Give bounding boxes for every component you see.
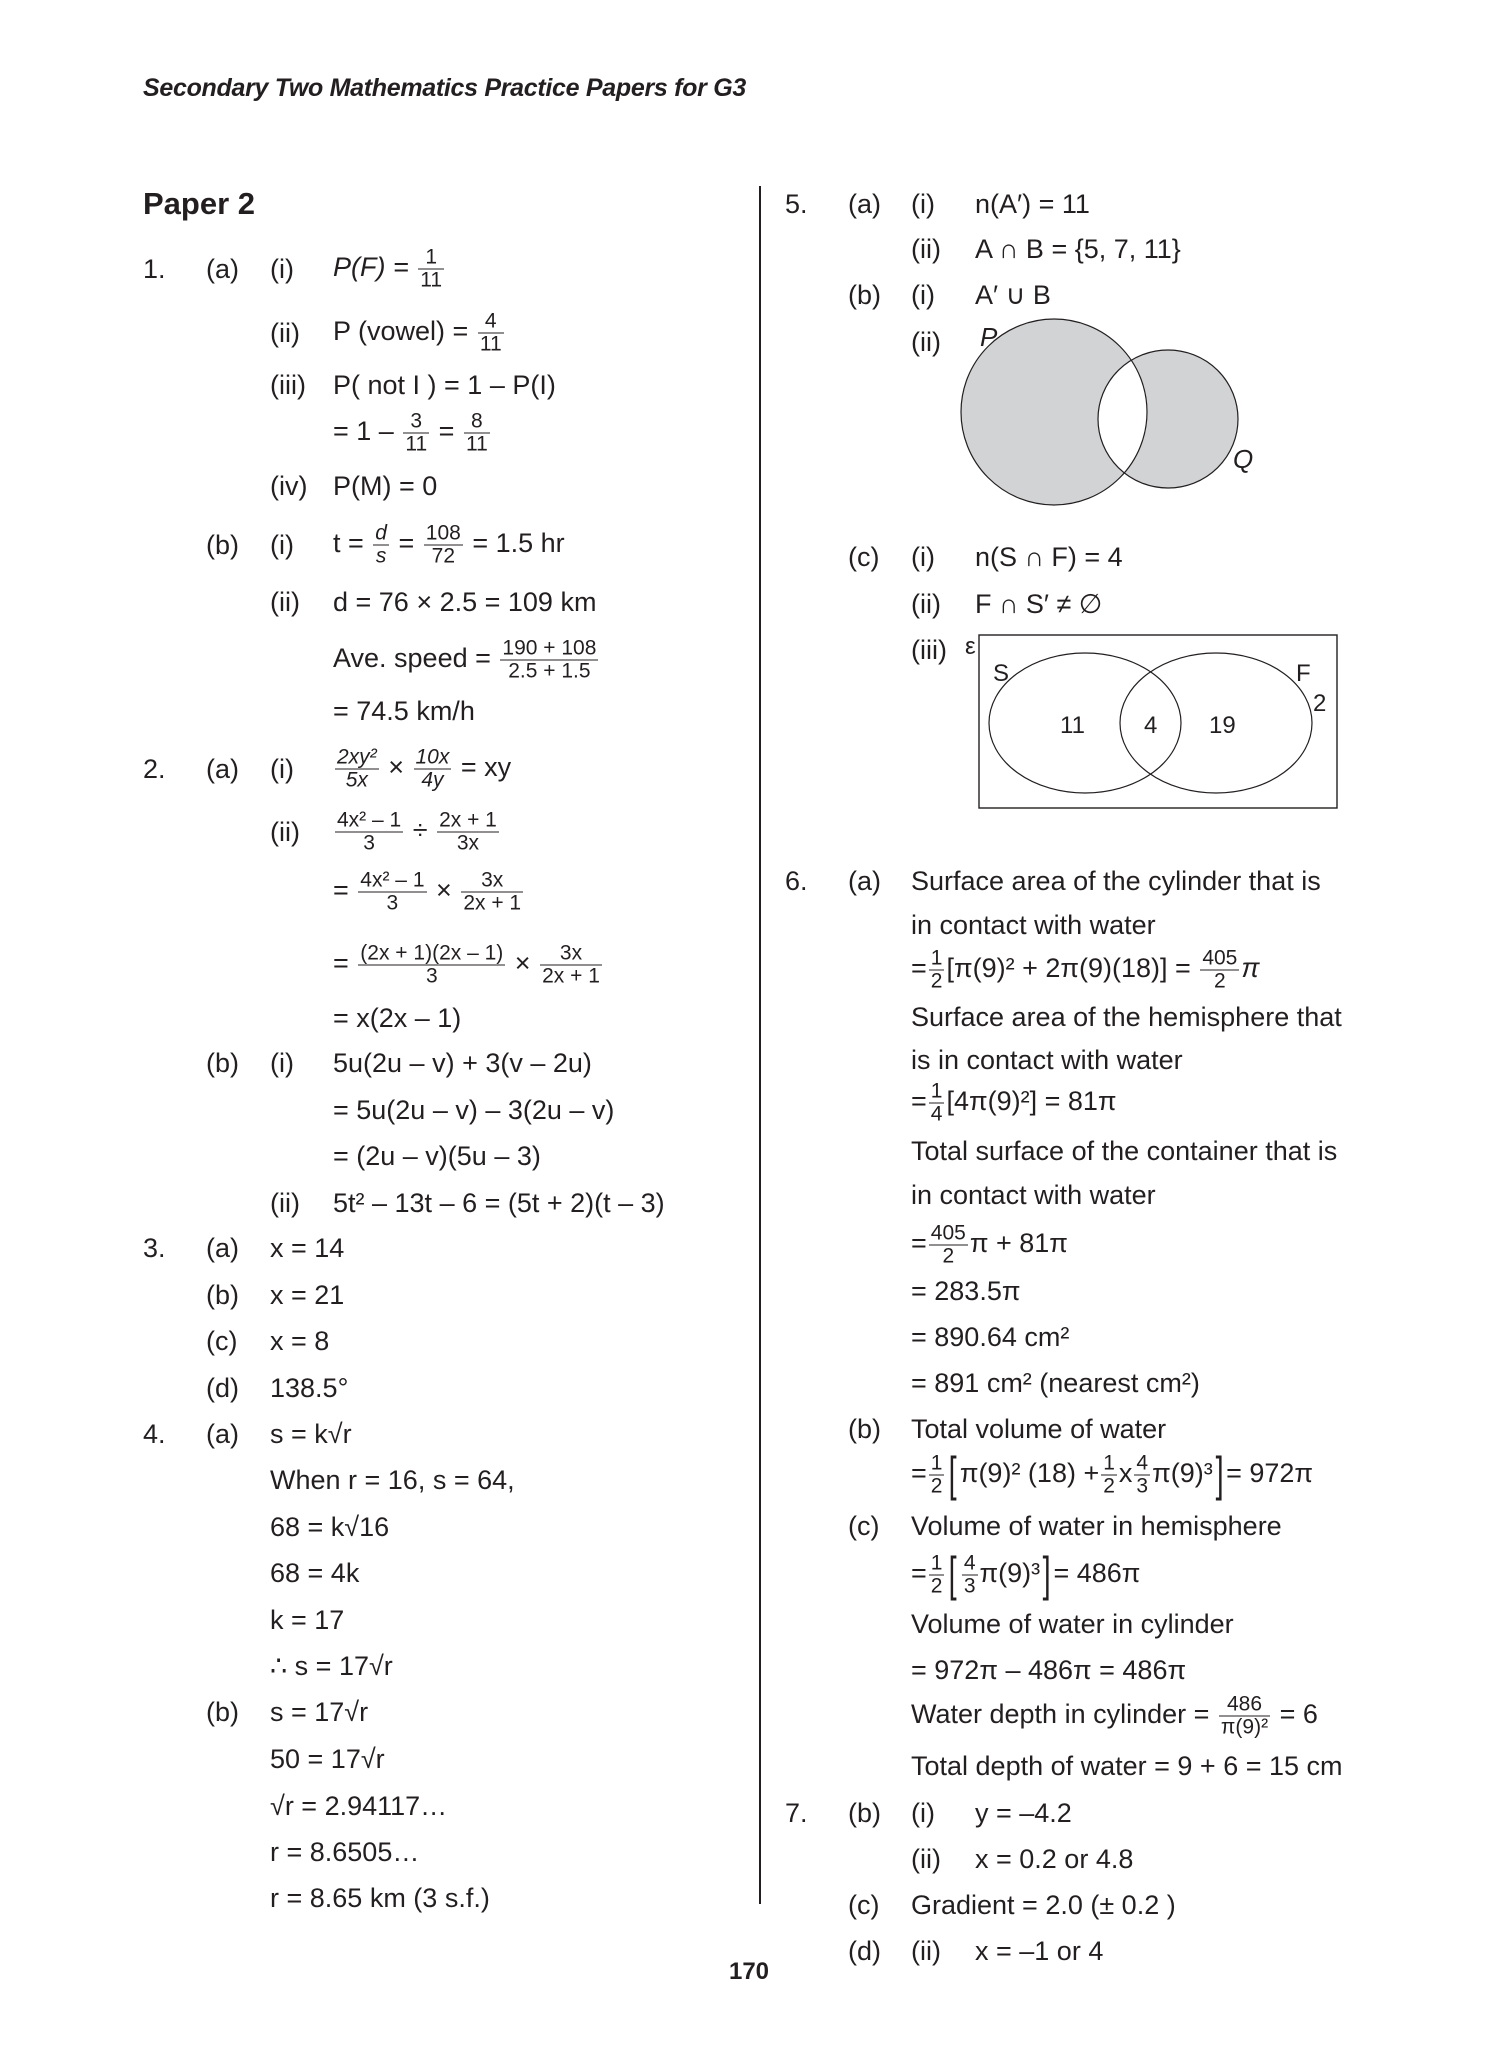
answer-line: r = 8.6505…	[270, 1837, 420, 1867]
question-number: 2.	[143, 754, 166, 784]
numerator: 1	[930, 1451, 943, 1475]
expression: x	[1118, 1458, 1133, 1489]
answer-line: = 5u(2u – v) – 3(2u – v)	[333, 1095, 615, 1125]
subpart-label: (i)	[911, 1798, 935, 1828]
set-q-label: Q	[1233, 444, 1254, 474]
answer-line	[911, 948, 1259, 993]
denominator: 4y	[421, 768, 444, 792]
expression: =	[911, 1086, 927, 1117]
part-label: (b)	[206, 1280, 239, 1310]
answer-line: Volume of water in cylinder	[911, 1609, 1234, 1639]
answer-line: = (2u – v)(5u – 3)	[333, 1141, 541, 1171]
fraction	[373, 523, 389, 568]
answer-line: P(M) = 0	[333, 471, 438, 501]
expression: = 6	[1279, 1699, 1318, 1730]
set-f-label: F	[1296, 660, 1311, 687]
expression: Ave. speed =	[333, 643, 491, 674]
fraction	[478, 311, 504, 356]
subpart-label: (i)	[270, 754, 294, 784]
expression: =	[911, 1228, 927, 1259]
answer-line: 68 = 4k	[270, 1558, 360, 1588]
subpart-label: (i)	[270, 1048, 294, 1078]
question-number: 6.	[785, 866, 808, 896]
part-label: (a)	[848, 866, 881, 896]
answer-line	[911, 1448, 1314, 1501]
numerator: 4x² – 1	[360, 868, 425, 892]
answer-line: = 891 cm² (nearest cm²)	[911, 1368, 1200, 1398]
part-label: (d)	[206, 1373, 239, 1403]
denominator: 2.5 + 1.5	[508, 659, 591, 683]
numerator: 405	[1202, 946, 1238, 970]
denominator: 3	[963, 1574, 976, 1598]
fraction	[1200, 948, 1239, 993]
answer-line: = 74.5 km/h	[333, 696, 475, 726]
fraction	[437, 810, 499, 855]
answer-line	[333, 411, 492, 456]
part-label: (c)	[848, 1511, 880, 1541]
subpart-label: (ii)	[911, 589, 941, 619]
part-label: (a)	[206, 1419, 239, 1449]
answer-line	[333, 247, 446, 292]
answer-line: x = 14	[270, 1233, 345, 1263]
subpart-label: (ii)	[270, 587, 300, 617]
fraction	[358, 870, 426, 915]
subpart-label: (iii)	[270, 370, 306, 400]
answer-line	[333, 311, 506, 356]
expression: π(9)³	[979, 1558, 1041, 1589]
numerator: (2x + 1)(2x – 1)	[360, 941, 504, 965]
region-only-s: 11	[1060, 712, 1085, 739]
subpart-label: (iii)	[911, 635, 947, 665]
denominator: 11	[479, 332, 502, 356]
denominator: 11	[420, 268, 443, 292]
answer-line: ∴ s = 17√r	[270, 1651, 393, 1681]
answer-line: s = k√r	[270, 1419, 352, 1449]
part-label: (b)	[848, 1414, 881, 1444]
numerator: 4	[963, 1551, 976, 1575]
answer-line: in contact with water	[911, 910, 1156, 940]
answer-line	[333, 747, 511, 792]
numerator: 4x² – 1	[337, 808, 402, 832]
subpart-label: (ii)	[270, 817, 300, 847]
answer-line: When r = 16, s = 64,	[270, 1465, 515, 1495]
expression: = 972π	[1226, 1458, 1314, 1489]
part-label: (a)	[848, 189, 881, 219]
expression: π(9)³	[1152, 1458, 1213, 1489]
answer-line	[911, 1694, 1318, 1739]
expression: =	[398, 528, 415, 559]
subpart-label: (iv)	[270, 471, 308, 501]
numerator: 10x	[415, 745, 450, 769]
subpart-label: (i)	[911, 542, 935, 572]
answer-line	[333, 870, 525, 915]
part-label: (c)	[848, 542, 880, 572]
answer-line: d = 76 × 2.5 = 109 km	[333, 587, 597, 617]
fraction	[464, 411, 490, 456]
numerator: 4	[478, 311, 504, 334]
answer-line	[911, 1081, 1117, 1126]
region-both: 4	[1144, 712, 1158, 739]
question-number: 5.	[785, 189, 808, 219]
expression: =	[911, 1458, 927, 1489]
answer-line: y = –4.2	[975, 1798, 1072, 1828]
part-label: (c)	[848, 1890, 880, 1920]
numerator: 2xy²	[337, 745, 377, 769]
answer-line: √r = 2.94117…	[270, 1791, 448, 1821]
expression: P(F) =	[333, 252, 409, 283]
answer-line: Gradient = 2.0 (± 0.2 )	[911, 1890, 1176, 1920]
expression: = xy	[460, 752, 512, 783]
subpart-label: (ii)	[270, 1188, 300, 1218]
answer-line: Total volume of water	[911, 1414, 1167, 1444]
answer-line: Total depth of water = 9 + 6 = 15 cm	[911, 1751, 1343, 1781]
denominator: 2	[942, 1244, 955, 1268]
fraction	[358, 943, 505, 988]
fraction	[335, 747, 379, 792]
answer-line: = 890.64 cm²	[911, 1322, 1070, 1352]
answer-line: 138.5°	[270, 1373, 349, 1403]
expression: [4π(9)²] = 81π	[946, 1086, 1117, 1117]
expression: = 486π	[1053, 1558, 1141, 1589]
expression: π + 81π	[969, 1228, 1068, 1259]
part-label: (a)	[206, 754, 239, 784]
question-number: 1.	[143, 254, 166, 284]
answer-line	[333, 943, 604, 988]
numerator: 405	[930, 1221, 966, 1245]
subpart-label: (ii)	[911, 1844, 941, 1874]
answer-line: Volume of water in hemisphere	[911, 1511, 1282, 1541]
answer-line: x = 0.2 or 4.8	[975, 1844, 1134, 1874]
answer-line: Surface area of the cylinder that is	[911, 866, 1321, 896]
fraction	[418, 247, 444, 292]
fraction	[403, 411, 429, 456]
denominator: 11	[405, 432, 428, 456]
denominator: 5x	[345, 768, 368, 792]
answer-line	[911, 1223, 1068, 1268]
numerator: 4	[1136, 1451, 1149, 1475]
part-label: (b)	[848, 1798, 881, 1828]
answer-line: x = 21	[270, 1280, 345, 1310]
expression: =	[333, 948, 349, 979]
answer-line: Surface area of the hemisphere that	[911, 1002, 1342, 1032]
expression: = 1.5 hr	[472, 528, 565, 559]
denominator: π(9)²	[1220, 1715, 1269, 1739]
answer-line: 68 = k√16	[270, 1512, 390, 1542]
operator: ×	[514, 948, 531, 979]
part-label: (a)	[206, 254, 239, 284]
part-label: (b)	[206, 1697, 239, 1727]
fraction	[929, 1553, 945, 1598]
answer-line: x = 8	[270, 1326, 330, 1356]
fraction	[1134, 1453, 1150, 1498]
answer-line	[333, 810, 501, 855]
expression: P (vowel) =	[333, 316, 469, 347]
subpart-label: (i)	[270, 254, 294, 284]
part-label: (c)	[206, 1326, 238, 1356]
numerator: 2x + 1	[439, 808, 497, 832]
answer-line	[333, 523, 565, 568]
expression: =	[911, 953, 927, 984]
numerator: 1	[930, 1551, 943, 1575]
subpart-label: (ii)	[911, 1936, 941, 1966]
region-only-f: 19	[1209, 712, 1236, 739]
numerator: 1	[1103, 1451, 1115, 1475]
set-s-label: S	[993, 660, 1010, 687]
page-number: 170	[728, 1958, 770, 1985]
subpart-label: (i)	[911, 189, 935, 219]
set-p-label: P	[980, 322, 998, 352]
fraction	[414, 747, 452, 792]
answer-line: = x(2x – 1)	[333, 1003, 462, 1033]
answer-line: n(S ∩ F) = 4	[975, 542, 1123, 572]
numerator: 1	[418, 247, 444, 270]
answer-line: in contact with water	[911, 1180, 1156, 1210]
denominator: 11	[465, 432, 488, 456]
denominator: 3	[425, 964, 438, 988]
operator: ×	[388, 752, 404, 783]
expression: =	[438, 416, 455, 447]
numerator: 8	[464, 411, 490, 434]
expression: t =	[333, 528, 364, 559]
question-number: 4.	[143, 1419, 166, 1449]
answer-line: = 972π – 486π = 486π	[911, 1655, 1187, 1685]
numerator: d	[375, 521, 387, 545]
part-label: (a)	[206, 1233, 239, 1263]
answer-line: n(A′) = 11	[975, 189, 1090, 219]
numerator: 108	[425, 521, 461, 545]
denominator: 3x	[456, 831, 480, 855]
denominator: 3	[1136, 1474, 1149, 1498]
denominator: 3	[386, 891, 399, 915]
subpart-label: (ii)	[911, 234, 941, 264]
answer-line: r = 8.65 km (3 s.f.)	[270, 1883, 490, 1913]
fraction	[929, 1081, 945, 1126]
running-header: Secondary Two Mathematics Practice Papers for G3	[143, 74, 746, 102]
expression: [π(9)² + 2π(9)(18)] =	[946, 953, 1191, 984]
column-divider	[759, 186, 761, 1904]
venn-diagram-p-q	[940, 300, 1260, 520]
expression: π	[1241, 953, 1260, 984]
denominator: 2x + 1	[542, 964, 600, 988]
numerator: 190 + 108	[502, 636, 597, 660]
part-label: (b)	[206, 530, 239, 560]
left-bracket: [	[949, 1448, 958, 1501]
fraction	[500, 638, 598, 683]
question-number: 7.	[785, 1798, 808, 1828]
expression: = 1 –	[333, 416, 394, 447]
fraction	[335, 810, 403, 855]
subpart-label: (i)	[270, 530, 294, 560]
fraction	[962, 1553, 978, 1598]
denominator: 2	[930, 1574, 943, 1598]
answer-line: s = 17√r	[270, 1697, 369, 1727]
numerator: 1	[930, 946, 943, 970]
operator: ÷	[412, 815, 428, 846]
region-outside: 2	[1313, 690, 1327, 717]
fraction	[929, 1223, 968, 1268]
subpart-label: (ii)	[911, 327, 941, 357]
section-title: Paper 2	[143, 186, 256, 221]
fraction	[461, 870, 523, 915]
denominator: 2	[930, 969, 943, 993]
venn-diagram-s-f	[960, 630, 1360, 820]
denominator: 3	[363, 831, 375, 855]
denominator: 4	[930, 1102, 943, 1126]
answer-line: A′ ∪ B	[975, 280, 1051, 310]
answer-line: Total surface of the container that is	[911, 1136, 1338, 1166]
expression: =	[333, 875, 349, 906]
answer-line: P( not I ) = 1 – P(I)	[333, 370, 556, 400]
answer-line: F ∩ S′ ≠ ∅	[975, 589, 1103, 619]
denominator: 2	[930, 1474, 943, 1498]
part-label: (b)	[206, 1048, 239, 1078]
answer-line: 50 = 17√r	[270, 1744, 385, 1774]
left-bracket: [	[949, 1548, 958, 1601]
numerator: 486	[1219, 1694, 1270, 1717]
operator: ×	[436, 875, 452, 906]
question-number: 3.	[143, 1233, 166, 1263]
fraction	[1101, 1453, 1117, 1498]
subpart-label: (ii)	[270, 318, 300, 348]
fraction	[929, 948, 945, 993]
right-bracket: ]	[1042, 1548, 1051, 1601]
denominator: 72	[431, 544, 455, 568]
universal-set-symbol: ε	[965, 633, 976, 660]
answer-line: k = 17	[270, 1605, 345, 1635]
denominator: 2x + 1	[463, 891, 522, 915]
denominator: 2	[1213, 969, 1226, 993]
right-bracket: ]	[1215, 1448, 1224, 1501]
numerator: 3x	[540, 943, 602, 966]
answer-line: 5t² – 13t – 6 = (5t + 2)(t – 3)	[333, 1188, 665, 1218]
numerator: 3	[403, 411, 429, 434]
answer-line: = 283.5π	[911, 1276, 1021, 1306]
expression: Water depth in cylinder =	[911, 1699, 1210, 1730]
answer-line: 5u(2u – v) + 3(v – 2u)	[333, 1048, 592, 1078]
answer-line: x = –1 or 4	[975, 1936, 1104, 1966]
part-label: (b)	[848, 280, 881, 310]
answer-line	[911, 1548, 1141, 1601]
expression: =	[911, 1558, 927, 1589]
denominator: 2	[1103, 1474, 1115, 1498]
answer-line	[333, 638, 600, 683]
fraction	[424, 523, 463, 568]
expression: π(9)² (18) +	[959, 1458, 1100, 1489]
fraction	[929, 1453, 945, 1498]
numerator: 3x	[461, 870, 523, 893]
subpart-label: (i)	[911, 280, 935, 310]
answer-line: is in contact with water	[911, 1045, 1183, 1075]
answer-line: A ∩ B = {5, 7, 11}	[975, 234, 1181, 264]
part-label: (d)	[848, 1936, 881, 1966]
fraction	[1219, 1694, 1270, 1739]
fraction	[540, 943, 602, 988]
denominator: s	[375, 544, 387, 568]
numerator: 1	[930, 1079, 943, 1103]
